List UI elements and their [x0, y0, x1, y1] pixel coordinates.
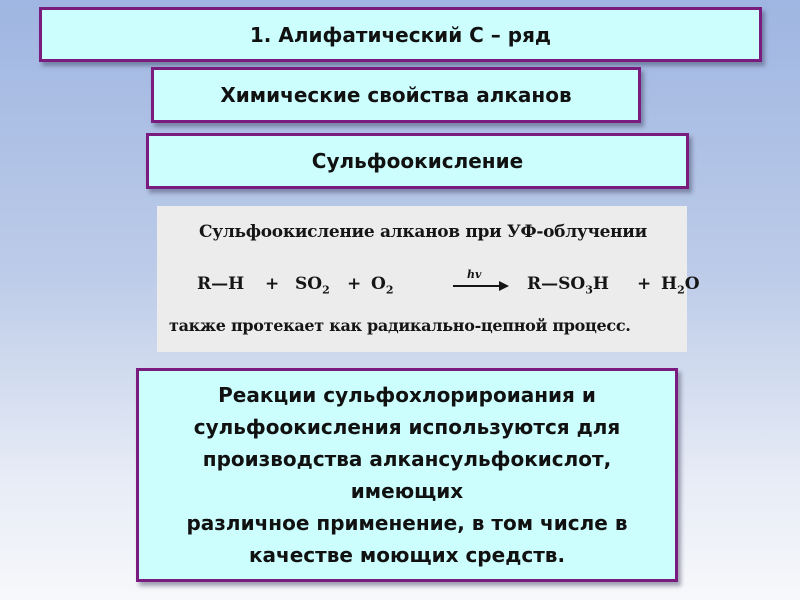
conclusion-box	[136, 368, 678, 582]
conclusion-text	[149, 379, 665, 571]
reactant-alkane: R—H	[197, 274, 245, 294]
reaction-equation	[197, 268, 700, 308]
arrow-label: hv	[467, 268, 482, 281]
conclusion-line: производства алкансульфокислот, имеющих	[202, 447, 612, 503]
conclusion-line: сульфоокисления используются для	[193, 415, 621, 439]
conclusion-line: различное применение, в том числе в	[186, 511, 628, 535]
scan-title: Сульфоокисление алканов при УФ-облучении	[199, 222, 647, 242]
plus-sign: +	[347, 274, 362, 294]
reaction-arrow-icon	[453, 268, 509, 298]
slide-topic: Сульфоокисление	[311, 149, 524, 173]
plus-sign: +	[637, 274, 652, 294]
scan-note: также протекает как радикально-цепной процесс.	[169, 316, 631, 335]
reactant-so2: $SO_2$	[295, 274, 330, 297]
conclusion-line: качестве моющих средств.	[248, 543, 566, 567]
subtitle-box	[151, 67, 641, 123]
slide-title: 1. Алифатический С – ряд	[249, 22, 552, 47]
product-sulfonic-acid: $R—SO_3H$	[527, 274, 609, 297]
slide-title-box	[39, 7, 762, 62]
topic-box	[146, 133, 689, 189]
product-water: $H_2O$	[661, 274, 700, 297]
reactant-o2: $O_2$	[371, 274, 394, 297]
conclusion-line: Реакции сульфохлорироиания и	[218, 383, 596, 407]
reaction-scan-image	[157, 206, 700, 352]
plus-sign: +	[265, 274, 280, 294]
slide-subtitle: Химические свойства алканов	[220, 83, 572, 107]
